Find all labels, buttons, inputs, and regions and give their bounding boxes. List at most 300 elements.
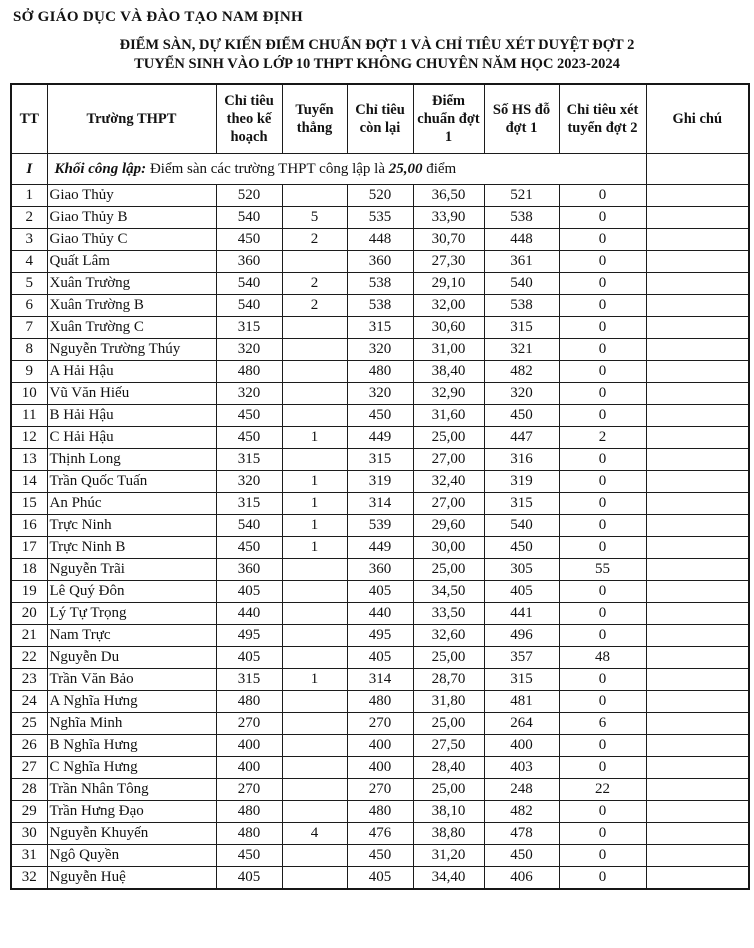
quota-cell: 480 <box>216 691 282 713</box>
remaining-quota-cell: 440 <box>347 603 413 625</box>
row-index-cell: 14 <box>11 471 47 493</box>
row-index-cell: 20 <box>11 603 47 625</box>
document-title <box>0 36 754 74</box>
row-index-cell: 9 <box>11 361 47 383</box>
round2-quota-cell: 6 <box>559 713 646 735</box>
remaining-quota-cell: 538 <box>347 273 413 295</box>
passed-count-cell: 248 <box>484 779 559 801</box>
quota-cell: 400 <box>216 757 282 779</box>
remaining-quota-cell: 320 <box>347 383 413 405</box>
school-name-cell: Vũ Văn Hiếu <box>47 383 216 405</box>
col-header-remaining: Chỉ tiêu còn lại <box>347 84 413 154</box>
note-cell <box>646 603 749 625</box>
quota-cell: 360 <box>216 559 282 581</box>
round2-quota-cell: 0 <box>559 625 646 647</box>
quota-cell: 540 <box>216 295 282 317</box>
note-cell <box>646 801 749 823</box>
col-header-tt: TT <box>11 84 47 154</box>
table-row <box>11 669 749 691</box>
col-header-passed-count: Số HS đỗ đợt 1 <box>484 84 559 154</box>
cutoff-score-cell: 25,00 <box>413 713 484 735</box>
table-row <box>11 603 749 625</box>
agency-name: SỞ GIÁO DỤC VÀ ĐÀO TẠO NAM ĐỊNH <box>13 9 304 25</box>
cutoff-score-cell: 29,10 <box>413 273 484 295</box>
row-index-cell: 7 <box>11 317 47 339</box>
row-index-cell: 4 <box>11 251 47 273</box>
cutoff-score-cell: 25,00 <box>413 559 484 581</box>
row-index-cell: 31 <box>11 845 47 867</box>
round2-quota-cell: 0 <box>559 185 646 207</box>
row-index-cell: 5 <box>11 273 47 295</box>
passed-count-cell: 305 <box>484 559 559 581</box>
col-header-quota: Chỉ tiêu theo kế hoạch <box>216 84 282 154</box>
note-cell <box>646 669 749 691</box>
table-row <box>11 317 749 339</box>
col-header-school: Trường THPT <box>47 84 216 154</box>
note-cell <box>646 229 749 251</box>
direct-admission-cell: 1 <box>282 471 347 493</box>
passed-count-cell: 361 <box>484 251 559 273</box>
remaining-quota-cell: 448 <box>347 229 413 251</box>
table-row <box>11 647 749 669</box>
remaining-quota-cell: 535 <box>347 207 413 229</box>
cutoff-score-cell: 25,00 <box>413 427 484 449</box>
row-index-cell: 16 <box>11 515 47 537</box>
passed-count-cell: 448 <box>484 229 559 251</box>
row-index-cell: 29 <box>11 801 47 823</box>
school-name-cell: Ngô Quyền <box>47 845 216 867</box>
quota-cell: 360 <box>216 251 282 273</box>
passed-count-cell: 482 <box>484 801 559 823</box>
round2-quota-cell: 0 <box>559 339 646 361</box>
col-header-direct: Tuyển thẳng <box>282 84 347 154</box>
table-row <box>11 471 749 493</box>
section-text-cell <box>47 154 646 185</box>
school-name-cell: Giao Thủy C <box>47 229 216 251</box>
note-cell <box>646 207 749 229</box>
remaining-quota-cell: 315 <box>347 317 413 339</box>
school-name-cell: Nghĩa Minh <box>47 713 216 735</box>
quota-cell: 480 <box>216 823 282 845</box>
note-cell <box>646 691 749 713</box>
quota-cell: 540 <box>216 207 282 229</box>
direct-admission-cell: 5 <box>282 207 347 229</box>
cutoff-score-cell: 27,30 <box>413 251 484 273</box>
note-cell <box>646 735 749 757</box>
remaining-quota-cell: 270 <box>347 779 413 801</box>
table-row <box>11 185 749 207</box>
note-cell <box>646 251 749 273</box>
school-name-cell: Trần Nhân Tông <box>47 779 216 801</box>
row-index-cell: 6 <box>11 295 47 317</box>
table-row <box>11 427 749 449</box>
section-index-cell: I <box>11 154 47 185</box>
row-index-cell: 13 <box>11 449 47 471</box>
table-row <box>11 273 749 295</box>
admissions-table <box>10 83 750 890</box>
passed-count-cell: 315 <box>484 317 559 339</box>
passed-count-cell: 320 <box>484 383 559 405</box>
round2-quota-cell: 0 <box>559 361 646 383</box>
row-index-cell: 15 <box>11 493 47 515</box>
cutoff-score-cell: 33,90 <box>413 207 484 229</box>
direct-admission-cell <box>282 647 347 669</box>
direct-admission-cell <box>282 317 347 339</box>
row-index-cell: 12 <box>11 427 47 449</box>
cutoff-score-cell: 31,00 <box>413 339 484 361</box>
table-row <box>11 449 749 471</box>
col-header-cutoff-score: Điểm chuẩn đợt 1 <box>413 84 484 154</box>
round2-quota-cell: 0 <box>559 471 646 493</box>
table-body <box>11 154 749 890</box>
school-name-cell: Nguyễn Du <box>47 647 216 669</box>
passed-count-cell: 447 <box>484 427 559 449</box>
cutoff-score-cell: 25,00 <box>413 647 484 669</box>
note-cell <box>646 779 749 801</box>
school-name-cell: B Hải Hậu <box>47 405 216 427</box>
remaining-quota-cell: 450 <box>347 405 413 427</box>
passed-count-cell: 540 <box>484 273 559 295</box>
table-row <box>11 713 749 735</box>
remaining-quota-cell: 449 <box>347 427 413 449</box>
direct-admission-cell <box>282 449 347 471</box>
direct-admission-cell: 1 <box>282 515 347 537</box>
quota-cell: 450 <box>216 405 282 427</box>
passed-count-cell: 538 <box>484 295 559 317</box>
quota-cell: 320 <box>216 383 282 405</box>
direct-admission-cell <box>282 339 347 361</box>
round2-quota-cell: 22 <box>559 779 646 801</box>
table-row <box>11 493 749 515</box>
round2-quota-cell: 0 <box>559 317 646 339</box>
cutoff-score-cell: 38,80 <box>413 823 484 845</box>
passed-count-cell: 406 <box>484 867 559 890</box>
school-name-cell: Giao Thủy B <box>47 207 216 229</box>
quota-cell: 520 <box>216 185 282 207</box>
remaining-quota-cell: 405 <box>347 647 413 669</box>
table-row <box>11 779 749 801</box>
school-name-cell: Quất Lâm <box>47 251 216 273</box>
note-cell <box>646 317 749 339</box>
school-name-cell: Thịnh Long <box>47 449 216 471</box>
row-index-cell: 22 <box>11 647 47 669</box>
round2-quota-cell: 0 <box>559 691 646 713</box>
section-row-public-schools <box>11 154 749 185</box>
round2-quota-cell: 0 <box>559 251 646 273</box>
note-cell <box>646 757 749 779</box>
note-cell <box>646 273 749 295</box>
section-label: Khối công lập: <box>54 160 147 177</box>
col-header-round2-quota: Chỉ tiêu xét tuyển đợt 2 <box>559 84 646 154</box>
quota-cell: 450 <box>216 427 282 449</box>
school-name-cell: Nguyễn Huệ <box>47 867 216 890</box>
passed-count-cell: 482 <box>484 361 559 383</box>
row-index-cell: 21 <box>11 625 47 647</box>
remaining-quota-cell: 405 <box>347 581 413 603</box>
table-row <box>11 867 749 890</box>
section-suffix-text: điểm <box>422 160 457 177</box>
passed-count-cell: 450 <box>484 405 559 427</box>
direct-admission-cell: 2 <box>282 295 347 317</box>
note-cell <box>646 185 749 207</box>
table-row <box>11 801 749 823</box>
school-name-cell: Nguyễn Khuyến <box>47 823 216 845</box>
round2-quota-cell: 0 <box>559 273 646 295</box>
remaining-quota-cell: 314 <box>347 493 413 515</box>
cutoff-score-cell: 31,80 <box>413 691 484 713</box>
school-name-cell: Xuân Trường <box>47 273 216 295</box>
quota-cell: 480 <box>216 361 282 383</box>
passed-count-cell: 316 <box>484 449 559 471</box>
direct-admission-cell: 1 <box>282 669 347 691</box>
passed-count-cell: 441 <box>484 603 559 625</box>
section-body-text: Điểm sàn các trường THPT công lập là <box>146 160 389 177</box>
round2-quota-cell: 0 <box>559 669 646 691</box>
col-header-note: Ghi chú <box>646 84 749 154</box>
direct-admission-cell <box>282 251 347 273</box>
school-name-cell: Xuân Trường C <box>47 317 216 339</box>
note-cell <box>646 361 749 383</box>
table-row <box>11 757 749 779</box>
passed-count-cell: 403 <box>484 757 559 779</box>
direct-admission-cell <box>282 757 347 779</box>
school-name-cell: A Nghĩa Hưng <box>47 691 216 713</box>
school-name-cell: Trần Hưng Đạo <box>47 801 216 823</box>
row-index-cell: 27 <box>11 757 47 779</box>
quota-cell: 320 <box>216 471 282 493</box>
note-cell <box>646 647 749 669</box>
round2-quota-cell: 0 <box>559 295 646 317</box>
cutoff-score-cell: 31,20 <box>413 845 484 867</box>
table-row <box>11 207 749 229</box>
document-title-line2: TUYỂN SINH VÀO LỚP 10 THPT KHÔNG CHUYÊN NĂM HỌC 2023-2024 <box>134 56 620 72</box>
table-row <box>11 295 749 317</box>
round2-quota-cell: 0 <box>559 845 646 867</box>
direct-admission-cell <box>282 383 347 405</box>
direct-admission-cell <box>282 691 347 713</box>
round2-quota-cell: 0 <box>559 515 646 537</box>
row-index-cell: 8 <box>11 339 47 361</box>
school-name-cell: An Phúc <box>47 493 216 515</box>
quota-cell: 400 <box>216 735 282 757</box>
table-row <box>11 229 749 251</box>
remaining-quota-cell: 480 <box>347 361 413 383</box>
school-name-cell: Giao Thủy <box>47 185 216 207</box>
note-cell <box>646 383 749 405</box>
round2-quota-cell: 0 <box>559 229 646 251</box>
row-index-cell: 3 <box>11 229 47 251</box>
section-floor-score: 25,00 <box>388 160 423 177</box>
school-name-cell: B Nghĩa Hưng <box>47 735 216 757</box>
school-name-cell: Trần Quốc Tuấn <box>47 471 216 493</box>
table-row <box>11 625 749 647</box>
school-name-cell: Trần Văn Bảo <box>47 669 216 691</box>
note-cell <box>646 427 749 449</box>
direct-admission-cell <box>282 185 347 207</box>
school-name-cell: Nguyễn Trường Thúy <box>47 339 216 361</box>
cutoff-score-cell: 28,70 <box>413 669 484 691</box>
quota-cell: 450 <box>216 229 282 251</box>
quota-cell: 315 <box>216 317 282 339</box>
direct-admission-cell <box>282 845 347 867</box>
school-name-cell: C Nghĩa Hưng <box>47 757 216 779</box>
round2-quota-cell: 48 <box>559 647 646 669</box>
quota-cell: 540 <box>216 273 282 295</box>
round2-quota-cell: 0 <box>559 757 646 779</box>
round2-quota-cell: 0 <box>559 207 646 229</box>
remaining-quota-cell: 476 <box>347 823 413 845</box>
round2-quota-cell: 2 <box>559 427 646 449</box>
row-index-cell: 1 <box>11 185 47 207</box>
table-row <box>11 339 749 361</box>
school-name-cell: Xuân Trường B <box>47 295 216 317</box>
direct-admission-cell <box>282 405 347 427</box>
quota-cell: 270 <box>216 713 282 735</box>
row-index-cell: 30 <box>11 823 47 845</box>
row-index-cell: 24 <box>11 691 47 713</box>
quota-cell: 315 <box>216 669 282 691</box>
passed-count-cell: 540 <box>484 515 559 537</box>
row-index-cell: 23 <box>11 669 47 691</box>
passed-count-cell: 319 <box>484 471 559 493</box>
remaining-quota-cell: 320 <box>347 339 413 361</box>
remaining-quota-cell: 360 <box>347 251 413 273</box>
remaining-quota-cell: 480 <box>347 691 413 713</box>
remaining-quota-cell: 495 <box>347 625 413 647</box>
cutoff-score-cell: 29,60 <box>413 515 484 537</box>
quota-cell: 315 <box>216 449 282 471</box>
table-row <box>11 515 749 537</box>
note-cell <box>646 559 749 581</box>
cutoff-score-cell: 27,00 <box>413 449 484 471</box>
row-index-cell: 19 <box>11 581 47 603</box>
remaining-quota-cell: 538 <box>347 295 413 317</box>
remaining-quota-cell: 539 <box>347 515 413 537</box>
round2-quota-cell: 0 <box>559 801 646 823</box>
quota-cell: 405 <box>216 647 282 669</box>
row-index-cell: 26 <box>11 735 47 757</box>
note-cell <box>646 449 749 471</box>
note-cell <box>646 537 749 559</box>
cutoff-score-cell: 32,90 <box>413 383 484 405</box>
cutoff-score-cell: 28,40 <box>413 757 484 779</box>
direct-admission-cell <box>282 361 347 383</box>
cutoff-score-cell: 34,40 <box>413 867 484 890</box>
remaining-quota-cell: 405 <box>347 867 413 890</box>
table-row <box>11 251 749 273</box>
cutoff-score-cell: 36,50 <box>413 185 484 207</box>
cutoff-score-cell: 30,60 <box>413 317 484 339</box>
passed-count-cell: 478 <box>484 823 559 845</box>
passed-count-cell: 400 <box>484 735 559 757</box>
quota-cell: 540 <box>216 515 282 537</box>
cutoff-score-cell: 30,00 <box>413 537 484 559</box>
document-title-line1: ĐIỂM SÀN, DỰ KIẾN ĐIỂM CHUẨN ĐỢT 1 VÀ CHỈ TIÊU XÉT DUYỆT ĐỢT 2 <box>119 37 635 53</box>
row-index-cell: 17 <box>11 537 47 559</box>
round2-quota-cell: 0 <box>559 867 646 890</box>
remaining-quota-cell: 450 <box>347 845 413 867</box>
remaining-quota-cell: 400 <box>347 757 413 779</box>
remaining-quota-cell: 400 <box>347 735 413 757</box>
direct-admission-cell <box>282 603 347 625</box>
school-name-cell: Nam Trực <box>47 625 216 647</box>
round2-quota-cell: 0 <box>559 581 646 603</box>
direct-admission-cell <box>282 581 347 603</box>
cutoff-score-cell: 33,50 <box>413 603 484 625</box>
passed-count-cell: 264 <box>484 713 559 735</box>
quota-cell: 450 <box>216 845 282 867</box>
cutoff-score-cell: 38,40 <box>413 361 484 383</box>
passed-count-cell: 538 <box>484 207 559 229</box>
table-row <box>11 691 749 713</box>
quota-cell: 405 <box>216 581 282 603</box>
row-index-cell: 25 <box>11 713 47 735</box>
quota-cell: 450 <box>216 537 282 559</box>
section-note-cell <box>646 154 749 185</box>
school-name-cell: Trực Ninh <box>47 515 216 537</box>
cutoff-score-cell: 25,00 <box>413 779 484 801</box>
note-cell <box>646 581 749 603</box>
quota-cell: 405 <box>216 867 282 890</box>
round2-quota-cell: 0 <box>559 493 646 515</box>
remaining-quota-cell: 360 <box>347 559 413 581</box>
table-row <box>11 735 749 757</box>
passed-count-cell: 496 <box>484 625 559 647</box>
note-cell <box>646 867 749 890</box>
school-name-cell: Lê Quý Đôn <box>47 581 216 603</box>
passed-count-cell: 357 <box>484 647 559 669</box>
table-row <box>11 581 749 603</box>
round2-quota-cell: 0 <box>559 603 646 625</box>
school-name-cell: A Hải Hậu <box>47 361 216 383</box>
cutoff-score-cell: 31,60 <box>413 405 484 427</box>
round2-quota-cell: 0 <box>559 823 646 845</box>
row-index-cell: 18 <box>11 559 47 581</box>
school-name-cell: C Hải Hậu <box>47 427 216 449</box>
direct-admission-cell: 1 <box>282 537 347 559</box>
cutoff-score-cell: 30,70 <box>413 229 484 251</box>
cutoff-score-cell: 27,00 <box>413 493 484 515</box>
cutoff-score-cell: 32,40 <box>413 471 484 493</box>
direct-admission-cell <box>282 779 347 801</box>
table-row <box>11 383 749 405</box>
cutoff-score-cell: 38,10 <box>413 801 484 823</box>
row-index-cell: 28 <box>11 779 47 801</box>
note-cell <box>646 625 749 647</box>
remaining-quota-cell: 449 <box>347 537 413 559</box>
note-cell <box>646 405 749 427</box>
school-name-cell: Lý Tự Trọng <box>47 603 216 625</box>
note-cell <box>646 713 749 735</box>
school-name-cell: Trực Ninh B <box>47 537 216 559</box>
direct-admission-cell: 1 <box>282 427 347 449</box>
quota-cell: 440 <box>216 603 282 625</box>
cutoff-score-cell: 34,50 <box>413 581 484 603</box>
passed-count-cell: 321 <box>484 339 559 361</box>
direct-admission-cell: 2 <box>282 273 347 295</box>
note-cell <box>646 493 749 515</box>
passed-count-cell: 315 <box>484 669 559 691</box>
direct-admission-cell <box>282 801 347 823</box>
table-row <box>11 537 749 559</box>
passed-count-cell: 405 <box>484 581 559 603</box>
round2-quota-cell: 0 <box>559 735 646 757</box>
table-row <box>11 361 749 383</box>
cutoff-score-cell: 32,60 <box>413 625 484 647</box>
row-index-cell: 11 <box>11 405 47 427</box>
row-index-cell: 10 <box>11 383 47 405</box>
table-row <box>11 823 749 845</box>
